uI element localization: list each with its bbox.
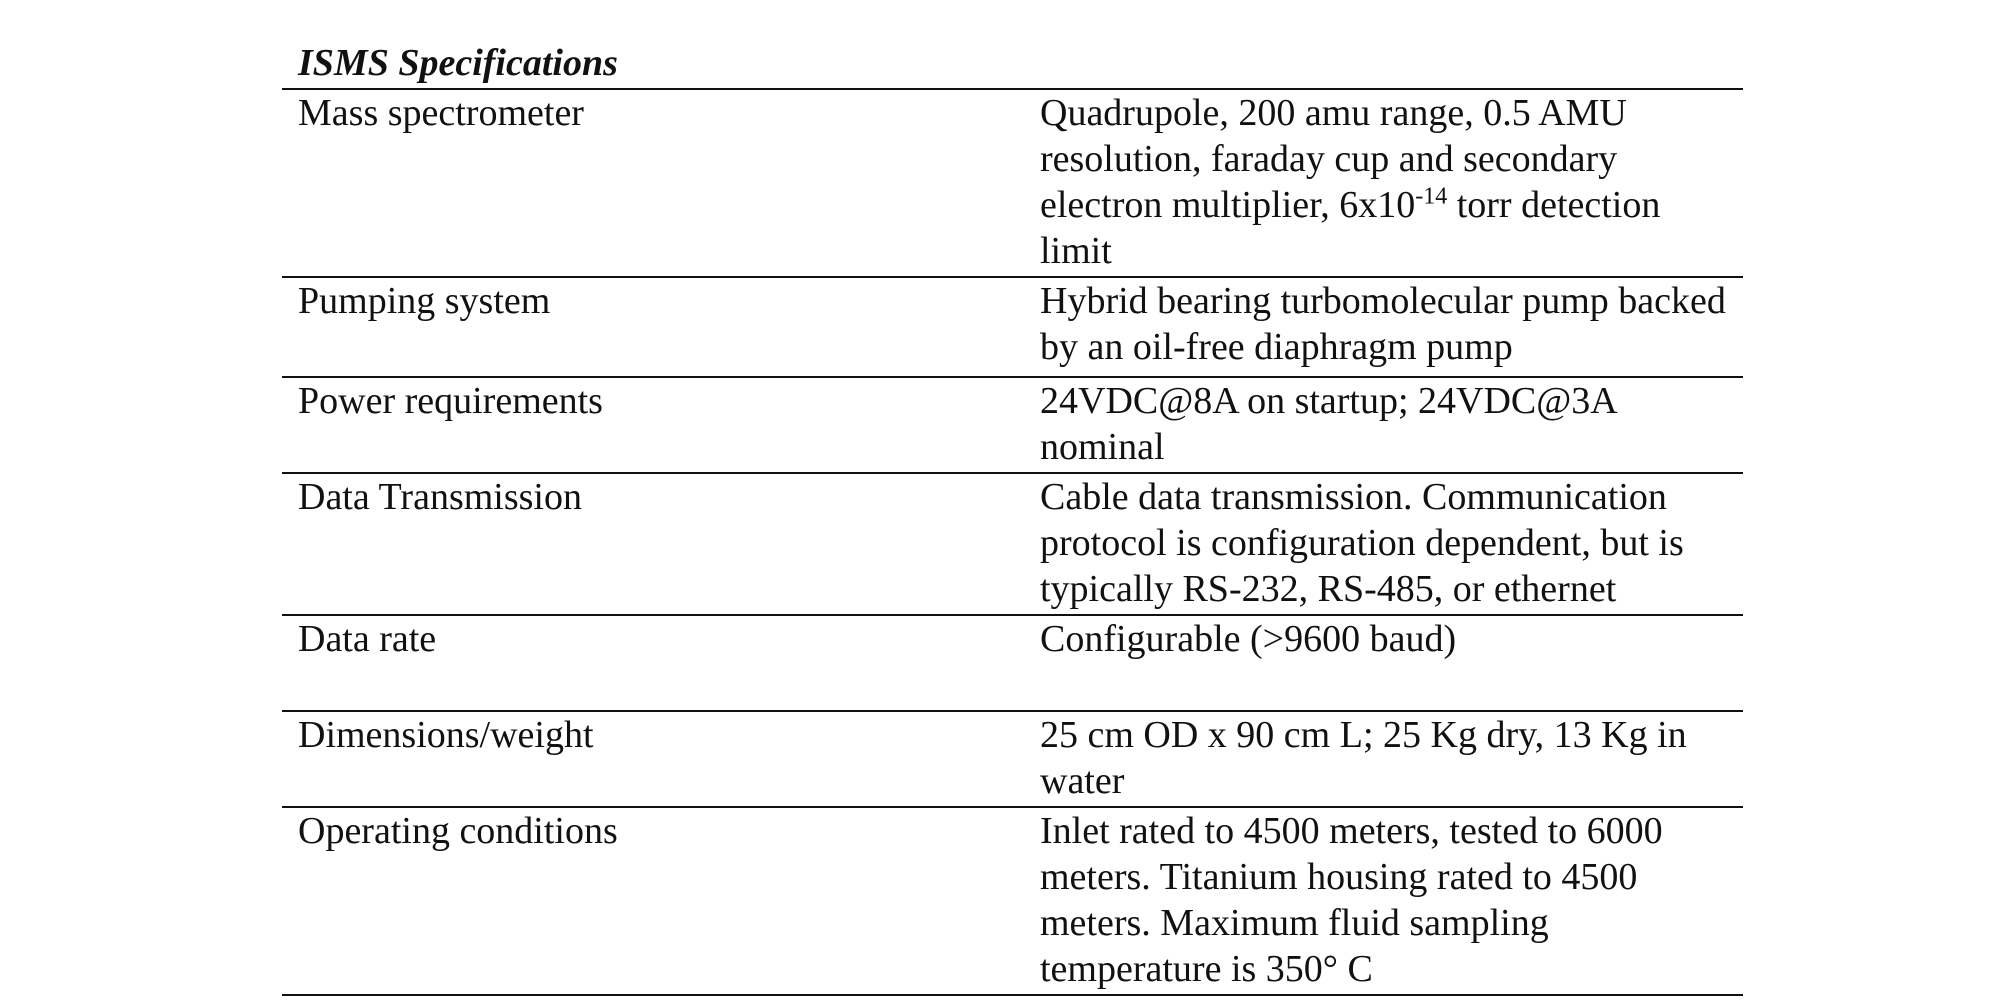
table-row — [282, 277, 1743, 377]
row-label: Dimensions/weight — [282, 711, 1040, 807]
specifications-table — [282, 88, 1743, 996]
table-row — [282, 615, 1743, 711]
row-value: Inlet rated to 4500 meters, tested to 6000 meters. Titanium housing rated to 4500 meters. Maximum fluid sampling temperature is 350° C — [1040, 807, 1743, 995]
row-value: Hybrid bearing turbomolecular pump backed by an oil-free diaphragm pump — [1040, 277, 1743, 377]
spec-document — [282, 38, 1727, 996]
row-label: Operating conditions — [282, 807, 1040, 995]
table-row — [282, 711, 1743, 807]
value-text-continued: torr detection limit — [1040, 184, 1661, 272]
row-label: Data Transmission — [282, 473, 1040, 615]
row-label: Pumping system — [282, 277, 1040, 377]
table-row — [282, 473, 1743, 615]
row-value: Cable data transmission. Communication protocol is configuration dependent, but is typically RS-232, RS-485, or ethernet — [1040, 473, 1743, 615]
row-value: Configurable (>9600 baud) — [1040, 615, 1743, 711]
row-value: 24VDC@8A on startup; 24VDC@3A nominal — [1040, 377, 1743, 473]
table-row — [282, 89, 1743, 277]
row-label: Data rate — [282, 615, 1040, 711]
table-row — [282, 807, 1743, 995]
row-label: Mass spectrometer — [282, 89, 1040, 277]
row-value: 25 cm OD x 90 cm L; 25 Kg dry, 13 Kg in water — [1040, 711, 1743, 807]
table-title: ISMS Specifications — [298, 42, 618, 84]
value-exponent: -14 — [1415, 183, 1448, 210]
value-text: Quadrupole, 200 amu range, 0.5 AMU resolution, faraday cup and secondary electron multiplier, 6x10 — [1040, 92, 1627, 226]
row-value — [1040, 89, 1743, 277]
table-row — [282, 377, 1743, 473]
row-label: Power requirements — [282, 377, 1040, 473]
